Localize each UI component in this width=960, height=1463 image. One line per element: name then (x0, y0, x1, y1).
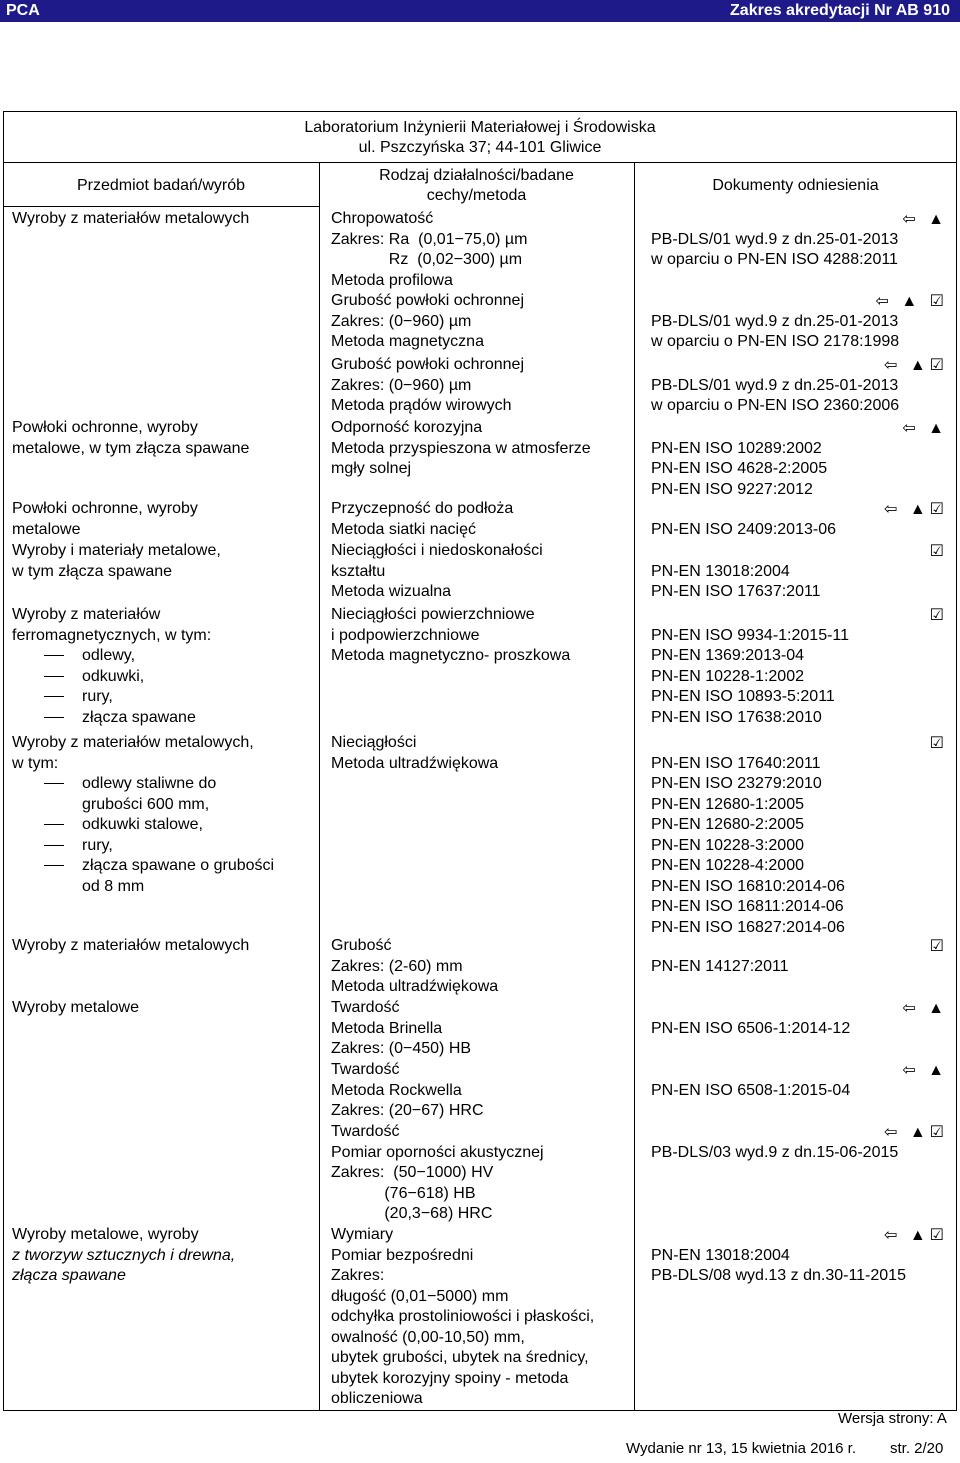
method-line: ubytek korozyjny spoiny - metoda (331, 1369, 569, 1387)
document-reference: PN-EN ISO 9934-1:2015-11 (651, 626, 850, 644)
column-header-activity-2: cechy/metoda (426, 187, 527, 204)
subject-line: metalowe (12, 520, 81, 538)
subject-line: złącza spawane (12, 1267, 126, 1284)
document-reference: PN-EN ISO 17637:2011 (651, 583, 821, 600)
method-line: Pomiar oporności akustycznej (331, 1143, 544, 1161)
subject-line: Wyroby i materiały metalowe, (12, 542, 221, 559)
document-reference: PN-EN 13018:2004 (651, 562, 790, 580)
document-reference: PB-DLS/01 wyd.9 z dn.25-01-2013 (651, 376, 899, 394)
lab-name: Laboratorium Inżynierii Materiałowej i Środowiska (304, 119, 656, 136)
document-reference: PN-EN 14127:2011 (651, 957, 789, 975)
document-reference: PB-DLS/08 wyd.13 z dn.30-11-2015 (651, 1267, 906, 1284)
subject-line: odlewy, (44, 646, 135, 667)
accreditation-symbols: ⇦ ▲☑ (883, 1124, 948, 1141)
method-line: Zakres: Ra (0,01−75,0) µm (331, 230, 528, 248)
list-dash (44, 717, 64, 718)
subject-line: z tworzyw sztucznych i drewna, (12, 1246, 236, 1264)
method-line: Rz (0,02−300) µm (331, 251, 523, 268)
subject-line: Powłoki ochronne, wyroby (12, 500, 198, 517)
method-line: Nieciągłości (331, 734, 417, 751)
document-reference: PB-DLS/03 wyd.9 z dn.15-06-2015 (651, 1143, 899, 1161)
document-reference: PN-EN ISO 10289:2002 (651, 439, 822, 457)
document-reference: PN-EN ISO 16811:2014-06 (651, 898, 844, 915)
issue-info: Wydanie nr 13, 15 kwietnia 2016 r. (626, 1440, 857, 1457)
method-line: obliczeniowa (331, 1390, 423, 1407)
list-dash (44, 824, 64, 825)
column-header-subject: Przedmiot badań/wyrób (76, 177, 246, 194)
subject-line: ferromagnetycznych, w tym: (12, 626, 212, 644)
method-line: Zakres: (331, 1267, 385, 1284)
page-number: str. 2/20 (890, 1440, 944, 1457)
method-line: owalność (0,00-10,50) mm, (331, 1328, 525, 1346)
method-line: Metoda Brinella (331, 1019, 443, 1037)
subject-line: metalowe, w tym złącza spawane (12, 439, 250, 457)
method-line: długość (0,01−5000) mm (331, 1287, 509, 1305)
document-reference: PN-EN 13018:2004 (651, 1246, 790, 1264)
list-dash (44, 783, 64, 784)
subject-line: Powłoki ochronne, wyroby (12, 419, 198, 436)
subject-line: Wyroby z materiałów metalowych (12, 210, 250, 227)
method-line: Twardość (331, 999, 400, 1016)
method-line: Twardość (331, 1061, 400, 1078)
page-version: Wersja strony: A (838, 1410, 947, 1427)
method-line: Grubość (331, 937, 392, 954)
document-reference: PB-DLS/01 wyd.9 z dn.25-01-2013 (651, 312, 899, 330)
subject-line: w tym złącza spawane (12, 562, 173, 580)
method-line: Chropowatość (331, 210, 434, 227)
method-line: ubytek grubości, ubytek na średnicy, (331, 1349, 589, 1366)
method-line: Metoda prądów wirowych (331, 397, 512, 414)
method-line: Zakres: (0−960) µm (331, 376, 472, 394)
document-reference: PN-EN ISO 16810:2014-06 (651, 877, 845, 895)
method-line: Metoda siatki nacięć (331, 520, 476, 538)
method-line: Nieciągłości i niedoskonałości (331, 542, 543, 559)
document-reference: PN-EN 12680-1:2005 (651, 795, 804, 813)
method-line: Zakres: (20−67) HRC (331, 1102, 484, 1119)
method-line: Nieciągłości powierzchniowe (331, 606, 535, 623)
accreditation-symbols: ☑ (929, 938, 948, 955)
method-line: Zakres: (0−960) µm (331, 312, 472, 330)
method-line: Metoda Rockwella (331, 1081, 462, 1099)
document-reference: PN-EN ISO 2409:2013-06 (651, 520, 836, 538)
document-reference: PB-DLS/01 wyd.9 z dn.25-01-2013 (651, 230, 899, 248)
document-reference: PN-EN 10228-3:2000 (651, 836, 804, 854)
method-line: Metoda magnetyczna (331, 333, 484, 350)
document-reference: w oparciu o PN-EN ISO 4288:2011 (651, 251, 898, 268)
method-line: (76−618) HB (331, 1184, 476, 1202)
document-reference: PN-EN ISO 6508-1:2015-04 (651, 1081, 851, 1099)
accreditation-symbols: ⇦ ▲ (902, 1000, 948, 1017)
header-divider (3, 162, 957, 163)
document-reference: w oparciu o PN-EN ISO 2178:1998 (651, 333, 900, 350)
accreditation-symbols: ⇦ ▲ (902, 211, 948, 228)
method-line: Zakres: (50−1000) HV (331, 1164, 494, 1181)
document-reference: PN-EN 10228-1:2002 (651, 667, 804, 685)
accreditation-symbols: ⇦ ▲☑ (883, 501, 948, 518)
document-reference: PN-EN ISO 17640:2011 (651, 754, 821, 772)
subject-line: Wyroby metalowe (12, 999, 140, 1016)
list-dash (44, 655, 64, 656)
subject-line: odkuwki stalowe, (44, 815, 203, 836)
accreditation-symbols: ☑ (929, 735, 948, 752)
method-line: Metoda ultradźwiękowa (331, 754, 499, 772)
document-reference: PN-EN ISO 16827:2014-06 (651, 918, 845, 936)
accreditation-symbols: ⇦ ▲ (902, 420, 948, 437)
method-line: (20,3−68) HRC (331, 1205, 493, 1222)
list-dash (44, 696, 64, 697)
subject-header-divider (3, 206, 319, 207)
document-reference: PN-EN ISO 9227:2012 (651, 480, 813, 498)
document-reference: PN-EN ISO 4628-2:2005 (651, 460, 828, 477)
method-line: Metoda profilowa (331, 271, 453, 289)
method-line: Przyczepność do podłoża (331, 500, 514, 517)
document-reference: w oparciu o PN-EN ISO 2360:2006 (651, 397, 900, 414)
document-reference: PN-EN ISO 17638:2010 (651, 708, 822, 726)
accreditation-symbols: ⇦ ▲☑ (883, 357, 948, 374)
method-line: Metoda przyspieszona w atmosferze (331, 439, 591, 457)
document-reference: PN-EN ISO 10893-5:2011 (651, 688, 835, 705)
document-reference: PN-EN 10228-4:2000 (651, 857, 804, 874)
subject-line: odlewy staliwne do (44, 774, 216, 795)
accreditation-symbols: ⇦ ▲☑ (883, 1227, 948, 1244)
subject-line: grubości 600 mm, (82, 795, 210, 813)
method-line: Grubość powłoki ochronnej (331, 356, 524, 373)
subject-line: złącza spawane (44, 708, 196, 729)
method-line: Grubość powłoki ochronnej (331, 292, 524, 309)
accreditation-symbols: ☑ (929, 607, 948, 624)
method-line: odchyłka prostoliniowości i płaskości, (331, 1308, 595, 1325)
subject-line: Wyroby metalowe, wyroby (12, 1226, 199, 1243)
list-dash (44, 676, 64, 677)
column-header-documents: Dokumenty odniesienia (712, 177, 879, 194)
document-reference: PN-EN 12680-2:2005 (651, 816, 804, 833)
method-line: Pomiar bezpośredni (331, 1246, 474, 1264)
top-bar (0, 0, 960, 22)
subject-line: rury, (44, 836, 113, 857)
column-divider-1 (319, 162, 320, 1411)
header-right: Zakres akredytacji Nr AB 910 (730, 2, 950, 19)
list-dash (44, 845, 64, 846)
document-reference: PN-EN ISO 6506-1:2014-12 (651, 1019, 851, 1037)
subject-line: rury, (44, 687, 113, 708)
method-line: Metoda wizualna (331, 583, 452, 600)
subject-line: złącza spawane o grubości (44, 856, 274, 877)
accreditation-symbols: ⇦ ▲ (902, 1062, 948, 1079)
method-line: i podpowierzchniowe (331, 626, 480, 644)
list-dash (44, 865, 64, 866)
method-line: Metoda magnetyczno- proszkowa (331, 647, 571, 664)
subject-line: Wyroby z materiałów (12, 606, 161, 623)
method-line: Twardość (331, 1123, 400, 1140)
subject-line: od 8 mm (82, 877, 145, 895)
method-line: Zakres: (2-60) mm (331, 957, 463, 975)
method-line: kształtu (331, 562, 386, 580)
method-line: Odporność korozyjna (331, 419, 483, 436)
accreditation-symbols: ⇦ ▲ ☑ (875, 293, 948, 310)
accreditation-symbols: ☑ (929, 543, 948, 560)
subject-line: Wyroby z materiałów metalowych, (12, 734, 254, 751)
method-line: Wymiary (331, 1226, 394, 1243)
document-reference: PN-EN 1369:2013-04 (651, 647, 804, 664)
subject-line: Wyroby z materiałów metalowych (12, 937, 250, 954)
column-divider-2 (634, 162, 635, 1411)
method-line: Zakres: (0−450) HB (331, 1040, 472, 1057)
method-line: Metoda ultradźwiękowa (331, 978, 499, 995)
method-line: mgły solnej (331, 460, 412, 477)
subject-line: odkuwki, (44, 667, 144, 688)
document-reference: PN-EN ISO 23279:2010 (651, 775, 822, 792)
lab-address: ul. Pszczyńska 37; 44-101 Gliwice (358, 139, 602, 156)
header-left: PCA (6, 2, 40, 19)
subject-line: w tym: (12, 754, 59, 772)
column-header-activity-1: Rodzaj działalności/badane (379, 167, 574, 184)
